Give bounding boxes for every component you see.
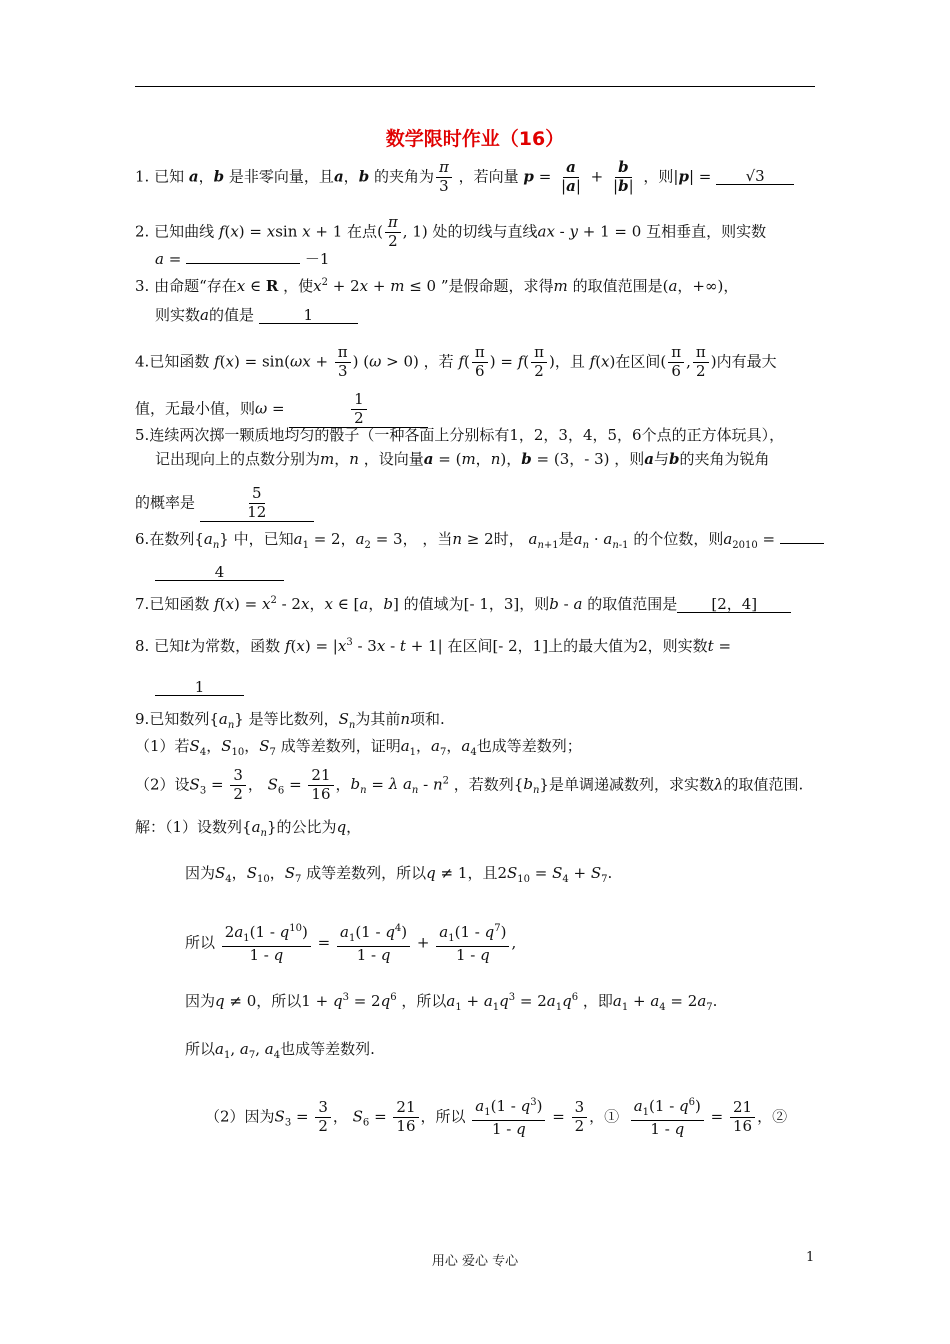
answer-3: 1 — [259, 308, 358, 324]
solution-line-4: 所以$a_1$, $a_7$, $a_4$也成等差数列. — [185, 1040, 375, 1061]
answer-6-line — [155, 565, 284, 581]
solution-intro: 解：（1）设数列$\{a_n\}$的公比为q， — [135, 818, 362, 839]
question-1: 1. 已知 a，b 是非零向量，且a，b 的夹角为 $\frac{\pi}{3}$ ，若向量 p = $\frac{a}{|a|}$ + $\frac{b}{|b|}$ ，则|p| = √3 — [135, 160, 794, 195]
question-6: 6.在数列$\{a_n\}$ 中，已知$a_1 = 2$，$a_2 = 3$， ，当n ≥ 2时， $a_{n+1}$是$a_n \cdot a_{n-1}$ 的个位数，则$a_{2010}$ = — [135, 532, 824, 551]
answer-8: 1 — [155, 680, 244, 696]
answer-5-line: 的概率是 $\frac{5}{12}$ — [135, 486, 314, 522]
question-5-line2: 记出现向上的点数分别为m，n ，设向量a = (m，n)，b = (3，- 3) ，则a与b的夹角为锐角 — [155, 450, 770, 468]
solution-line-5: （2）因为$S_3$ = $\frac{3}{2}$ ， $S_6$ = $\frac{21}{16}$ ，所以 $\frac{a_1(1 - q^3)}{1 - q}$ = $\frac{3}{2}$ ，① $\frac{a_1(1 - q^6)}{1 - q}$ = $\frac{21}{16}$ ，② — [205, 1097, 788, 1138]
solution-line-3: 因为q ≠ 0，所以$1 + q^3 = 2q^6$ ，所以$a_1 + a_1q^3 = 2a_1q^6$ ，即$a_1 + a_4 = 2a_7$. — [185, 992, 718, 1013]
answer-8-line — [155, 680, 244, 696]
question-2: 2. 已知曲线 f(x) = xsin x + 1 在点( $\frac{\pi}{2}$ , 1) 处的切线与直线ax - y + 1 = 0 互相垂直，则实数 — [135, 213, 767, 250]
answer-3-line: 则实数a的值是 1 — [155, 308, 358, 324]
answer-5: $\frac{5}{12}$ — [200, 486, 314, 522]
header-rule — [135, 86, 815, 87]
answer-4-line: 值，无最小值，则ω = $\frac{1}{2}$ — [135, 392, 428, 428]
solution-line-1: 因为$S_4$，$S_{10}$，$S_7$ 成等差数列，所以q ≠ 1，且$2S_{10} = S_4 + S_7$. — [185, 864, 613, 885]
answer-7: [2，4] — [677, 597, 791, 613]
question-5: 5.连续两次掷一颗质地均匀的骰子（一种各面上分别标有1，2，3，4，5，6个点的正方体玩具）， — [135, 426, 785, 444]
answer-2-line: a = －1 — [155, 250, 330, 268]
page-title: 数学限时作业（16） — [385, 128, 565, 150]
question-4: 4.已知函数 f(x) = sin(ωx + $\frac{\pi}{3}$ ) (ω > 0) ，若 f( $\frac{\pi}{6}$ ) = f( $\frac{\pi}{2}$ )，且 f(x)在区间( $\frac{\pi}{6}$ , $\frac{\pi}{2}$ )内有最大 — [135, 343, 777, 380]
answer-2: －1 — [304, 250, 330, 268]
page-footer: 用心 爱心 专心 — [431, 1254, 519, 1269]
question-7: 7.已知函数 $f(x) = x^2 - 2x$，x ∈ [a，b] 的值域为[- 1，3]，则b - a 的取值范围是 [2，4] — [135, 596, 791, 613]
answer-6: 4 — [155, 565, 284, 581]
answer-4: $\frac{1}{2}$ — [289, 392, 428, 428]
answer-1: √3 — [716, 169, 794, 185]
question-9-part2: （2）设$S_3$ = $\frac{3}{2}$ ， $S_6$ = $\frac{21}{16}$ ，$b_n = \lambda$ $a_n - n^2$ ，若数列$\{b_n\}$是单调递减数列，求实数λ的取值范围. — [135, 766, 804, 803]
question-9: 9.已知数列$\{a_n\}$ 是等比数列，$S_n$为其前n项和. — [135, 710, 445, 731]
page-number: 1 — [806, 1250, 815, 1265]
solution-line-2: 所以 $\frac{2a_1(1 - q^{10})}{1 - q}$ = $\frac{a_1(1 - q^4)}{1 - q}$ + $\frac{a_1(1 - q^7)}{1 - q}$ , — [185, 923, 517, 964]
question-3: 3. 由命题“存在x ∈ R ，使$x^2 + 2x + m \le 0$ ”是假命题，求得m 的取值范围是(a，+∞)， — [135, 277, 739, 295]
question-8: 8. 已知t为常数，函数 $f(x) = |x^3 - 3x - t + 1|$ 在区间[- 2，1]上的最大值为2，则实数t = — [135, 637, 732, 655]
question-9-part1: （1）若$S_4$，$S_{10}$，$S_7$ 成等差数列，证明$a_1$，$a_7$，$a_4$也成等差数列； — [135, 737, 582, 758]
